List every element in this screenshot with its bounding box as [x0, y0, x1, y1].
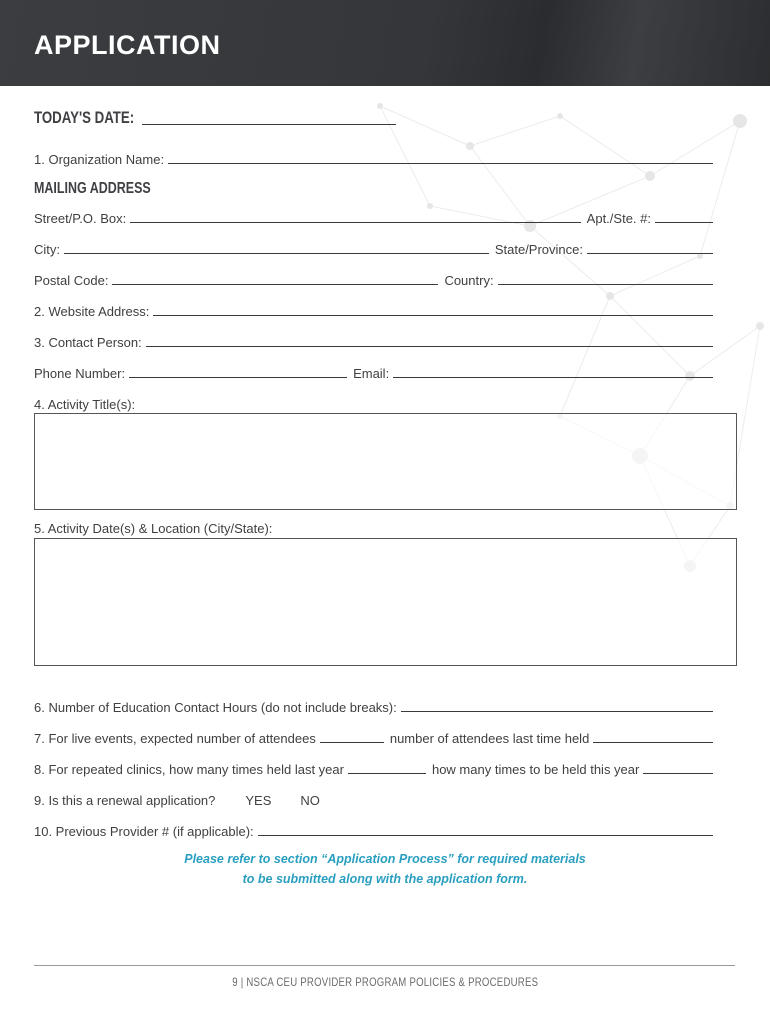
apt-label: Apt./Ste. #: — [586, 211, 651, 226]
activity-dates-row — [34, 516, 713, 536]
organization-field[interactable] — [168, 149, 713, 164]
website-field[interactable] — [153, 301, 713, 316]
state-label: State/Province: — [494, 242, 583, 257]
attendees-field[interactable] — [320, 728, 384, 743]
country-field[interactable] — [498, 270, 713, 285]
country-label: Country: — [444, 273, 494, 288]
footer-text: 9 | NSCA CEU PROVIDER PROGRAM POLICIES & PROCEDURES — [232, 975, 538, 989]
website-label: 2. Website Address: — [34, 304, 150, 319]
repeated-future-label: how many times to be held this year — [431, 762, 640, 777]
page-header — [0, 0, 770, 86]
activity-titles-row — [34, 392, 713, 412]
contact-label: 3. Contact Person: — [34, 335, 142, 350]
activity-titles-label: 4. Activity Title(s): — [34, 397, 136, 412]
attendees-last-field[interactable] — [593, 728, 713, 743]
attendees-last-label: number of attendees last time held — [389, 731, 590, 746]
provider-field[interactable] — [258, 821, 713, 836]
attendees-row — [34, 726, 713, 746]
contact-row — [34, 330, 713, 350]
city-label: City: — [34, 242, 60, 257]
city-row — [34, 237, 713, 257]
postal-row — [34, 268, 713, 288]
todays-date-label: TODAY'S DATE: — [34, 108, 135, 127]
repeated-label: 8. For repeated clinics, how many times held last year — [34, 762, 344, 777]
provider-row — [34, 819, 713, 839]
provider-label: 10. Previous Provider # (if applicable): — [34, 824, 254, 839]
repeated-row — [34, 757, 713, 777]
activity-dates-label: 5. Activity Date(s) & Location (City/State): — [34, 521, 273, 536]
organization-row — [34, 147, 713, 167]
mailing-address-heading: MAILING ADDRESS — [34, 180, 151, 197]
todays-date-row — [34, 108, 396, 128]
apt-field[interactable] — [655, 208, 713, 223]
activity-dates-box[interactable] — [34, 538, 737, 666]
todays-date-field[interactable] — [142, 110, 396, 125]
city-field[interactable] — [64, 239, 489, 254]
phone-label: Phone Number: — [34, 366, 126, 381]
renewal-label: 9. Is this a renewal application? — [34, 793, 216, 808]
email-field[interactable] — [393, 363, 713, 378]
contact-hours-label: 6. Number of Education Contact Hours (do not include breaks): — [34, 700, 397, 715]
note-line-2: to be submitted along with the application form. — [242, 872, 528, 886]
contact-field[interactable] — [146, 332, 713, 347]
street-field[interactable] — [130, 208, 580, 223]
activity-titles-box[interactable] — [34, 413, 737, 510]
renewal-yes-option[interactable]: YES — [245, 793, 272, 808]
repeated-field[interactable] — [348, 759, 426, 774]
phone-field[interactable] — [129, 363, 347, 378]
organization-label: 1. Organization Name: — [34, 152, 165, 167]
footer-divider — [34, 965, 735, 966]
contact-hours-row — [34, 695, 713, 715]
contact-hours-field[interactable] — [401, 697, 713, 712]
note-line-1: Please refer to section “Application Process” for required materials — [184, 852, 586, 866]
renewal-no-option[interactable]: NO — [300, 793, 320, 808]
page-footer — [0, 975, 770, 989]
state-field[interactable] — [587, 239, 713, 254]
postal-label: Postal Code: — [34, 273, 109, 288]
renewal-row — [34, 788, 713, 808]
repeated-future-field[interactable] — [643, 759, 713, 774]
phone-row — [34, 361, 713, 381]
website-row — [34, 299, 713, 319]
postal-field[interactable] — [112, 270, 438, 285]
page-title: APPLICATION — [34, 30, 221, 60]
email-label: Email: — [353, 366, 390, 381]
attendees-label: 7. For live events, expected number of attendees — [34, 731, 316, 746]
street-row — [34, 206, 713, 226]
street-label: Street/P.O. Box: — [34, 211, 127, 226]
